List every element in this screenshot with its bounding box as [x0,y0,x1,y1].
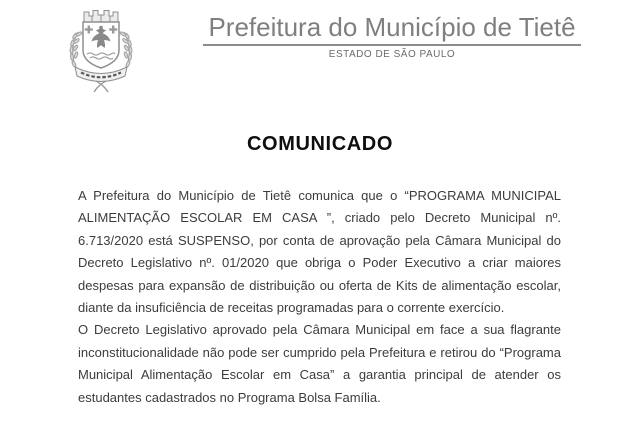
coat-of-arms-icon [61,6,141,96]
body-line: A Prefeitura do Município de Tietê comunica que o “PROGRAMA MUNICIPAL [78,188,561,203]
body-line: Decreto Legislativo nº. 01/2020 que obriga o Poder Executivo a criar maiores [78,255,561,271]
document-body [78,185,561,409]
letterhead [203,12,581,60]
document-heading: COMUNICADO [247,133,393,155]
body-line: diante da insuficiência de receitas programadas para o corrente exercício. [78,300,505,316]
letterhead-title: Prefeitura do Município de Tietê [203,12,581,46]
body-line: inconstitucionalidade não pode ser cumprido pela Prefeitura e retirou do “Programa [78,344,561,360]
body-line: despesas para expansão de distribuição ou oferta de Kits de alimentação escolar, [78,277,561,293]
body-line: estudantes cadastrados no Programa Bolsa Família. [78,389,381,405]
letterhead-subtitle: ESTADO DE SÃO PAULO [328,49,456,60]
body-line: 6.713/2020 está SUSPENSO, por conta de aprovação pela Câmara Municipal do [78,232,561,248]
body-line: O Decreto Legislativo aprovado pela Câmara Municipal em face a sua flagrante [78,322,561,338]
body-line: Municipal Alimentação Escolar em Casa” a garantia principal de atender os [78,367,561,383]
body-line: ALIMENTAÇÃO ESCOLAR EM CASA ”, criado pelo Decreto Municipal nº. [78,210,561,226]
